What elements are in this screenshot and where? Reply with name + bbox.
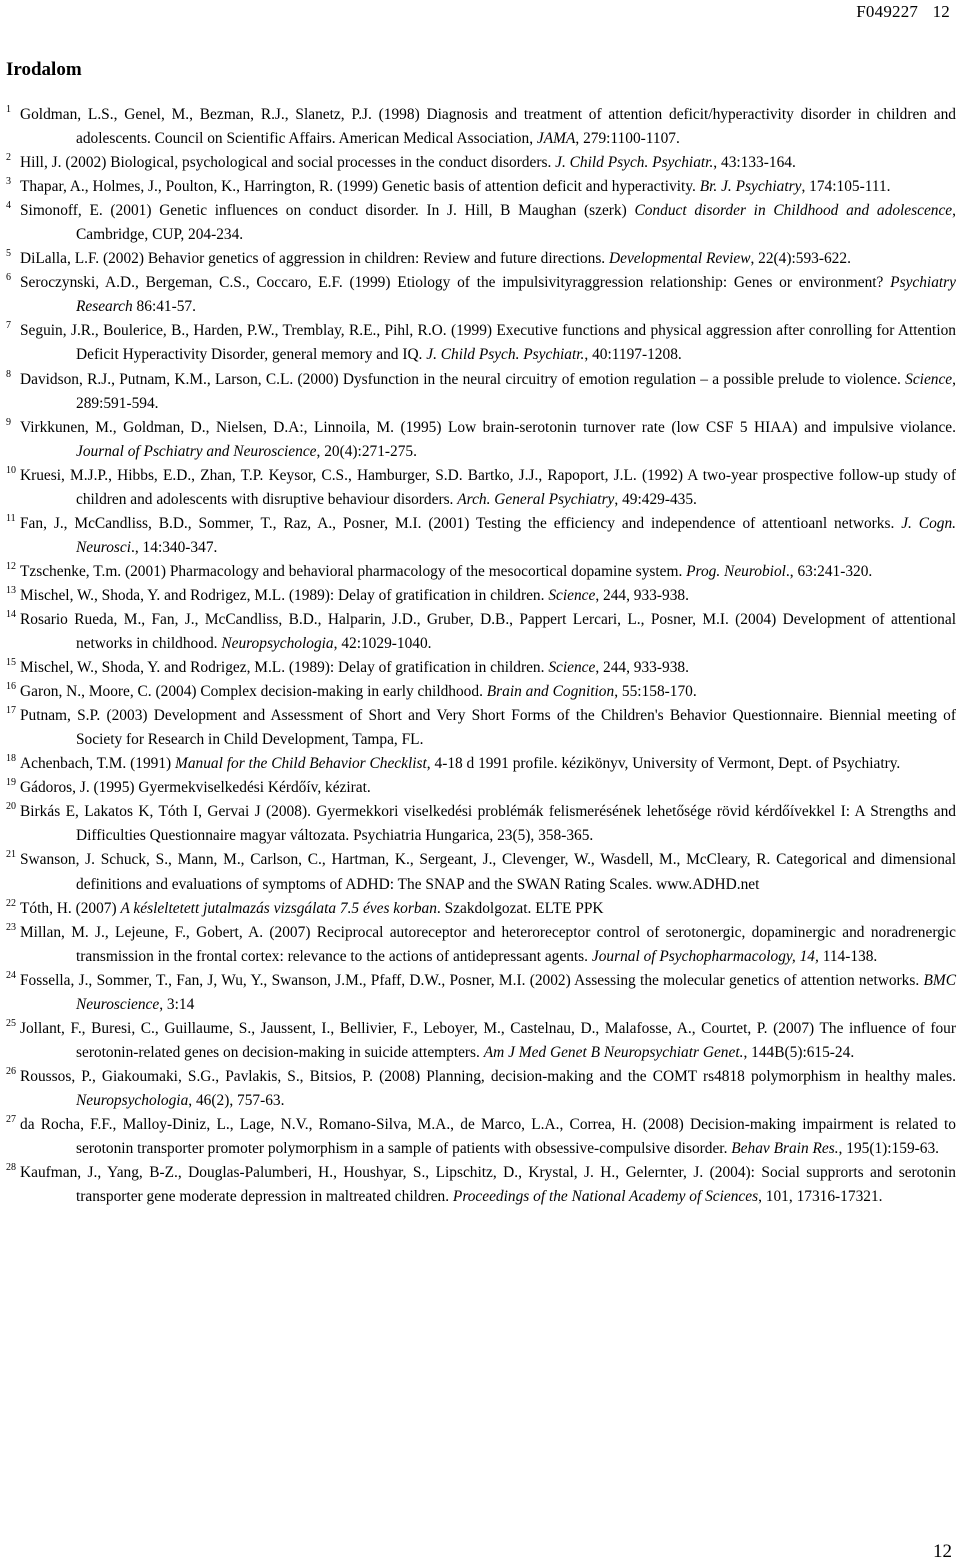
reference-text: 114-138. — [818, 947, 878, 965]
reference-italic-text: Am J Med Genet B Neuropsychiatr Genet. — [483, 1043, 744, 1061]
reference-item — [6, 103, 956, 151]
reference-item — [6, 271, 956, 319]
reference-italic-text: Science — [905, 370, 953, 388]
reference-number: 5 — [6, 248, 11, 260]
reference-text: Fossella, J., Sommer, T., Fan, J, Wu, Y., Swanson, J.M., Pfaff, D.W., Posner, M.I. (2002) Assessing the molecular genetics of attention networks. — [20, 971, 924, 989]
reference-text: , 279:1100-1107. — [575, 130, 680, 148]
reference-italic-text: Brain and Cognition — [486, 683, 615, 701]
reference-italic-text: J. Child Psych. Psychiatr. — [426, 346, 585, 364]
reference-italic-text: Manual for the Child Behavior Checklist — [175, 755, 427, 773]
reference-text: , 40:1197-1208. — [584, 346, 682, 364]
reference-text: Fan, J., McCandliss, B.D., Sommer, T., Raz, A., Posner, M.I. (2001) Testing the efficiency and independence of attentioanl networks. — [20, 514, 902, 532]
reference-text: , Cambridge, CUP, 204-234. — [76, 202, 956, 244]
reference-italic-text: Science — [548, 659, 596, 677]
reference-text: , 101, 17316-17321. — [758, 1188, 883, 1206]
reference-text: DiLalla, L.F. (2002) Behavior genetics of aggression in children: Review and future directions. — [20, 250, 610, 268]
reference-text: 86:41-57. — [132, 298, 196, 316]
reference-item — [6, 1017, 956, 1065]
reference-number: 3 — [6, 176, 11, 188]
document-id: F049227 — [856, 2, 919, 21]
reference-text: 195(1):159-63. — [842, 1140, 940, 1158]
reference-text: Millan, M. J., Lejeune, F., Gobert, A. (2007) Reciprocal autoreceptor and heteroreceptor control of serotonergic, dopaminergic and noradrenergic transmission in the frontal cortex: relevance to the actions of antidepressant agents. — [20, 923, 956, 965]
reference-item — [6, 175, 956, 199]
reference-italic-text: Br. J. Psychiatry — [699, 178, 802, 196]
reference-number: 12 — [6, 560, 16, 572]
reference-number: 7 — [6, 320, 11, 332]
reference-item — [6, 969, 956, 1017]
reference-item — [6, 921, 956, 969]
reference-text: Mischel, W., Shoda, Y. and Rodrigez, M.L. (1989): Delay of gratification in children. — [20, 586, 549, 604]
reference-number: 27 — [6, 1113, 16, 1125]
reference-item — [6, 512, 956, 560]
reference-text: Birkás E, Lakatos K, Tóth I, Gervai J (2008). Gyermekkori viselkedési problémák felismerésének lehetősége rövid kérdőívekkel I: A Strengths and Difficulties Questionnaire magyar változata. Psychiatria Hungarica, 23(5), 358-365. — [20, 803, 956, 845]
reference-text: Seroczynski, A.D., Bergeman, C.S., Coccaro, E.F. (1999) Etiology of the impulsivityraggression relationship: Genes or environment? — [20, 274, 891, 292]
reference-italic-text: JAMA — [536, 130, 576, 148]
reference-number: 18 — [6, 753, 16, 765]
page-header — [856, 2, 950, 22]
reference-text: , 174:105-111. — [801, 178, 891, 196]
reference-italic-text: Conduct disorder in Childhood and adolescence — [634, 202, 953, 220]
reference-text: da Rocha, F.F., Malloy-Diniz, L., Lage, N.V., Romano-Silva, M.A., de Marco, L.A., Correa, H. (2008) Decision-making impairment is related to serotonin transporter promoter polymorphism in a sample of patients with obsessive-compulsive disorder. — [20, 1115, 956, 1158]
reference-text: , 42:1029-1040. — [333, 635, 432, 653]
reference-number: 1 — [6, 104, 11, 115]
reference-number: 28 — [6, 1162, 16, 1174]
reference-item — [6, 416, 956, 464]
reference-number: 8 — [6, 368, 11, 380]
reference-item — [6, 560, 956, 584]
reference-number: 2 — [6, 152, 11, 164]
reference-item — [6, 319, 956, 367]
reference-italic-text: J. Child Psych. Psychiatr. — [555, 154, 714, 172]
reference-text: , 4-18 d 1991 profile. kézikönyv, University of Vermont, Dept. of Psychiatry. — [426, 755, 901, 773]
reference-number: 17 — [6, 705, 16, 717]
reference-italic-text: J. Cogn. Neurosci — [76, 514, 956, 556]
reference-number: 24 — [6, 969, 16, 981]
reference-number: 20 — [6, 801, 16, 813]
reference-item — [6, 608, 956, 656]
reference-text: , 46(2), 757-63. — [188, 1091, 285, 1109]
reference-text: , 43:133-164. — [713, 154, 796, 172]
reference-number: 22 — [6, 897, 16, 909]
reference-text: Roussos, P., Giakoumaki, S.G., Pavlakis, S., Bitsios, P. (2008) Planning, decision-making and the COMT rs4818 polymorphism in healthy males. — [20, 1067, 956, 1085]
reference-number: 16 — [6, 681, 16, 693]
reference-item — [6, 800, 956, 848]
reference-text: Putnam, S.P. (2003) Development and Assessment of Short and Very Short Forms of the Children's Behavior Questionnaire. Biennial meeting of Society for Research in Child Development, Tampa, FL. — [20, 707, 956, 749]
reference-item — [6, 680, 956, 704]
reference-list — [6, 103, 956, 1209]
reference-text: Hill, J. (2002) Biological, psychological and social processes in the conduct disorders. — [20, 154, 556, 172]
reference-text: , 144B(5):615-24. — [743, 1043, 855, 1061]
reference-item — [6, 199, 956, 247]
reference-item — [6, 848, 956, 896]
reference-italic-text: Psychiatry Research — [76, 274, 956, 316]
reference-item — [6, 897, 956, 921]
reference-text: Tzschenke, T.m. (2001) Pharmacology and behavioral pharmacology of the mesocortical dopamine system. — [20, 562, 687, 580]
reference-number: 26 — [6, 1065, 16, 1077]
reference-text: Gádoros, J. (1995) Gyermekviselkedési Kérdőív, kézirat. — [20, 779, 371, 797]
reference-number: 15 — [6, 657, 16, 669]
reference-number: 25 — [6, 1017, 16, 1029]
reference-text: , 289:591-594. — [76, 370, 956, 412]
reference-italic-text: Journal of Psychopharmacology, 14, — [591, 947, 819, 965]
reference-text: Jollant, F., Buresi, C., Guillaume, S., Jaussent, I., Bellivier, F., Leboyer, M., Castelnau, D., Malafosse, A., Courtet, P. (2007) The influence of four serotonin-related genes on decision-making in suicide attempters. — [20, 1019, 956, 1061]
reference-italic-text: Journal of Pschiatry and Neuroscience — [76, 442, 317, 460]
reference-text: Kaufman, J., Yang, B-Z., Douglas-Palumberi, H., Houshyar, S., Lipschitz, D., Krystal, J. H., Gelernter, J. (2004): Social supprorts and serotonin transporter gene moderate depression in maltreated children. — [20, 1164, 956, 1206]
reference-text: , 244, 933-938. — [595, 586, 689, 604]
reference-number: 19 — [6, 777, 16, 789]
reference-text: Achenbach, T.M. (1991) — [20, 755, 176, 773]
reference-number: 10 — [6, 464, 16, 476]
reference-text: Kruesi, M.J.P., Hibbs, E.D., Zhan, T.P. Keysor, C.S., Hamburger, S.D. Bartko, J.J., Rapoport, J.L. (1992) A two-year prospective follow-up study of children and adolescents with disruptive behaviour disorders. — [20, 466, 956, 508]
reference-item — [6, 656, 956, 680]
reference-text: , 244, 933-938. — [595, 659, 689, 677]
reference-text: , 3:14 — [159, 995, 195, 1013]
reference-italic-text: BMC Neuroscience — [76, 971, 956, 1013]
reference-item — [6, 151, 956, 175]
reference-item — [6, 1113, 956, 1161]
reference-italic-text: Science — [548, 586, 596, 604]
reference-italic-text: Prog. Neurobiol — [686, 562, 786, 580]
reference-number: 11 — [6, 512, 16, 524]
reference-text: ., 14:340-347. — [131, 538, 218, 556]
reference-item — [6, 704, 956, 752]
reference-item — [6, 1065, 956, 1113]
reference-item — [6, 584, 956, 608]
reference-text: Davidson, R.J., Putnam, K.M., Larson, C.L. (2000) Dysfunction in the neural circuitry of emotion regulation – a possible prelude to violence. — [20, 370, 906, 388]
reference-text: , 22(4):593-622. — [750, 250, 851, 268]
reference-number: 13 — [6, 584, 16, 596]
reference-italic-text: A késleltetett jutalmazás vizsgálata 7.5 éves korban — [120, 899, 437, 917]
reference-text: Simonoff, E. (2001) Genetic influences on conduct disorder. In J. Hill, B Maughan (szerk) — [20, 202, 635, 220]
reference-number: 6 — [6, 272, 11, 284]
section-title: Irodalom — [6, 59, 82, 80]
reference-italic-text: Neuropsychologia — [76, 1091, 189, 1109]
reference-item — [6, 1161, 956, 1209]
reference-text: Virkkunen, M., Goldman, D., Nielsen, D.A:, Linnoila, M. (1995) Low brain-serotonin turnover rate (low CSF 5 HIAA) and impulsive violance. — [20, 418, 956, 436]
reference-text: Tóth, H. (2007) — [20, 899, 121, 917]
reference-italic-text: Arch. General Psychiatry — [457, 490, 615, 508]
reference-italic-text: Behav Brain Res., — [731, 1140, 843, 1158]
reference-number: 21 — [6, 849, 16, 861]
reference-text: ., 63:241-320. — [785, 562, 873, 580]
reference-italic-text: Developmental Review — [609, 250, 751, 268]
reference-item — [6, 368, 956, 416]
reference-text: , 55:158-170. — [614, 683, 697, 701]
reference-item — [6, 247, 956, 271]
reference-text: , 49:429-435. — [614, 490, 697, 508]
reference-text: Garon, N., Moore, C. (2004) Complex decision-making in early childhood. — [20, 683, 487, 701]
reference-italic-text: Neuropsychologia — [221, 635, 334, 653]
reference-text: , 20(4):271-275. — [316, 442, 417, 460]
reference-italic-text: Proceedings of the National Academy of Sciences — [452, 1188, 759, 1206]
reference-text: Seguin, J.R., Boulerice, B., Harden, P.W., Tremblay, R.E., Pihl, R.O. (1999) Executive functions and physical aggression after conrolling for Attention Deficit Hyperactivity Disorder, general memory and IQ. — [20, 322, 956, 364]
header-page-number: 12 — [932, 2, 950, 21]
reference-text: . Szakdolgozat. ELTE PPK — [436, 899, 604, 917]
reference-item — [6, 464, 956, 512]
page-number-footer: 12 — [933, 1541, 952, 1562]
reference-text: Thapar, A., Holmes, J., Poulton, K., Harrington, R. (1999) Genetic basis of attention deficit and hyperactivity. — [20, 178, 700, 196]
reference-item — [6, 752, 956, 776]
reference-text: Goldman, L.S., Genel, M., Bezman, R.J., Slanetz, P.J. (1998) Diagnosis and treatment of attention deficit/hyperactivity disorder in children and adolescents. Council on Scientific Affairs. American Medical Association, — [20, 106, 956, 148]
reference-text: Mischel, W., Shoda, Y. and Rodrigez, M.L. (1989): Delay of gratification in children. — [20, 659, 549, 677]
reference-text: Rosario Rueda, M., Fan, J., McCandliss, B.D., Halparin, J.D., Gruber, D.B., Pappert Lercari, L., Posner, M.I. (2004) Development of attentional networks in childhood. — [20, 610, 956, 653]
reference-number: 9 — [6, 416, 11, 428]
reference-text: Swanson, J. Schuck, S., Mann, M., Carlson, C., Hartman, K., Sergeant, J., Clevenger, W., Wasdell, M., McCleary, R. Categorical and dimensional definitions and evaluations of symptoms of ADHD: The SNAP and the SWAN Rating Scales. www.ADHD.net — [20, 851, 956, 893]
reference-number: 14 — [6, 608, 16, 620]
reference-number: 4 — [6, 200, 11, 212]
reference-item — [6, 776, 956, 800]
reference-number: 23 — [6, 921, 16, 933]
